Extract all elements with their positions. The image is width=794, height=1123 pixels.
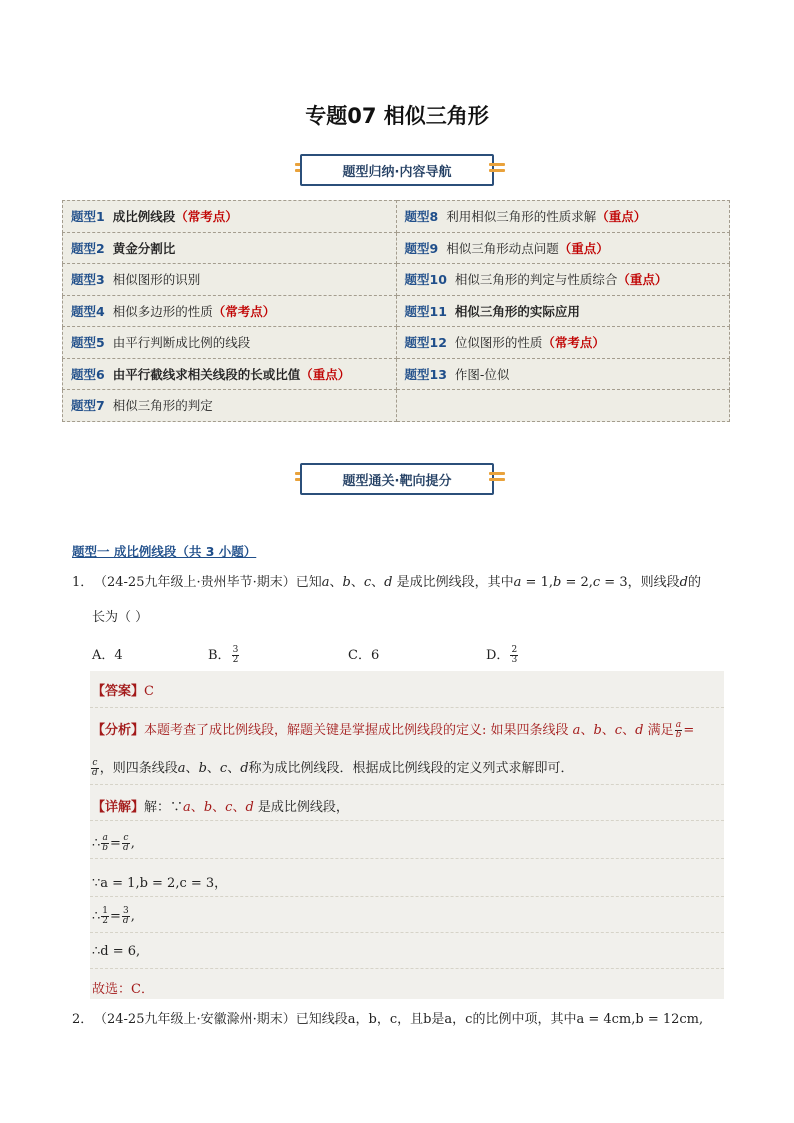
solution-step: ∴ $\frac{a}{b}$ = $\frac{c}{d}$ , — [92, 833, 135, 853]
decor-bars-icon — [489, 163, 505, 177]
decor-bars-icon — [489, 472, 505, 486]
nav-badge-label: 题型归纳·内容导航 — [300, 154, 494, 186]
option-b[interactable]: B． $\frac{3}{2}$ — [208, 645, 239, 665]
toc-item[interactable]: 题型12 位似图形的性质（常考点） — [396, 327, 730, 359]
choose-line: 故选：C． — [92, 982, 154, 997]
toc-item[interactable]: 题型1 成比例线段（常考点） — [63, 201, 397, 233]
toc-item[interactable]: 题型11 相似三角形的实际应用 — [396, 295, 730, 327]
toc-row — [63, 201, 730, 233]
toc-row — [63, 232, 730, 264]
divider — [90, 707, 724, 708]
divider — [90, 968, 724, 969]
detail-line: 【详解】解：∵a、b、c、d 是成比例线段， — [92, 800, 349, 815]
answer-line: 【答案】C — [92, 684, 154, 699]
toc-item[interactable]: 题型2 黄金分割比 — [63, 232, 397, 264]
toc-row — [63, 390, 730, 422]
page-title: 专题07 相似三角形 — [305, 104, 489, 128]
nav-badge-practice — [295, 463, 505, 497]
option-a[interactable]: A．4 — [92, 648, 123, 663]
toc-row — [63, 327, 730, 359]
solution-step: ∴ $\frac{1}{2}$ = $\frac{3}{d}$ , — [92, 906, 135, 926]
divider — [90, 932, 724, 933]
option-c[interactable]: C．6 — [348, 648, 380, 663]
toc-item[interactable]: 题型13 作图-位似 — [396, 358, 730, 390]
toc-item[interactable]: 题型4 相似多边形的性质（常考点） — [63, 295, 397, 327]
toc-empty-cell — [396, 390, 730, 422]
divider — [90, 784, 724, 785]
toc-item[interactable]: 题型7 相似三角形的判定 — [63, 390, 397, 422]
topic-toc-table — [62, 200, 730, 422]
divider — [90, 896, 724, 897]
toc-row — [63, 295, 730, 327]
toc-item[interactable]: 题型9 相似三角形动点问题（重点） — [396, 232, 730, 264]
toc-row — [63, 358, 730, 390]
question-1: 1．（24-25九年级上·贵州毕节·期末）已知a、b、c、d 是成比例线段，其中a = 1,b = 2,c = 3，则线段d的 — [72, 575, 701, 590]
question-1-line2: 长为（ ） — [92, 610, 149, 625]
toc-item[interactable]: 题型8 利用相似三角形的性质求解（重点） — [396, 201, 730, 233]
analysis-line: 【分析】本题考查了成比例线段，解题关键是掌握成比例线段的定义: 如果四条线段 a、b、c、d 满足 $\frac{a}{b}$ = — [92, 720, 695, 740]
nav-badge-contents — [295, 154, 505, 188]
nav-badge-label: 题型通关·靶向提分 — [300, 463, 494, 495]
analysis-line-2: $\frac{c}{d}$ ，则四条线段a、b、c、d称为成比例线段．根据成比例线段的定义列式求解即可． — [92, 758, 574, 778]
option-d[interactable]: D． $\frac{2}{3}$ — [486, 645, 518, 665]
toc-item[interactable]: 题型3 相似图形的识别 — [63, 264, 397, 296]
toc-row — [63, 264, 730, 296]
solution-step: ∵a = 1,b = 2,c = 3， — [92, 876, 228, 891]
divider — [90, 820, 724, 821]
divider — [90, 858, 724, 859]
section-heading: 题型一 成比例线段（共 3 小题） — [72, 544, 257, 559]
question-2: 2．（24-25九年级上·安徽滁州·期末）已知线段a，b，c，且b是a，c的比例中项，其中a = 4cm,b = 12cm, — [72, 1012, 704, 1027]
toc-item[interactable]: 题型6 由平行截线求相关线段的长或比值（重点） — [63, 358, 397, 390]
toc-item[interactable]: 题型10 相似三角形的判定与性质综合（重点） — [396, 264, 730, 296]
solution-step: ∴d = 6, — [92, 944, 141, 959]
toc-item[interactable]: 题型5 由平行判断成比例的线段 — [63, 327, 397, 359]
